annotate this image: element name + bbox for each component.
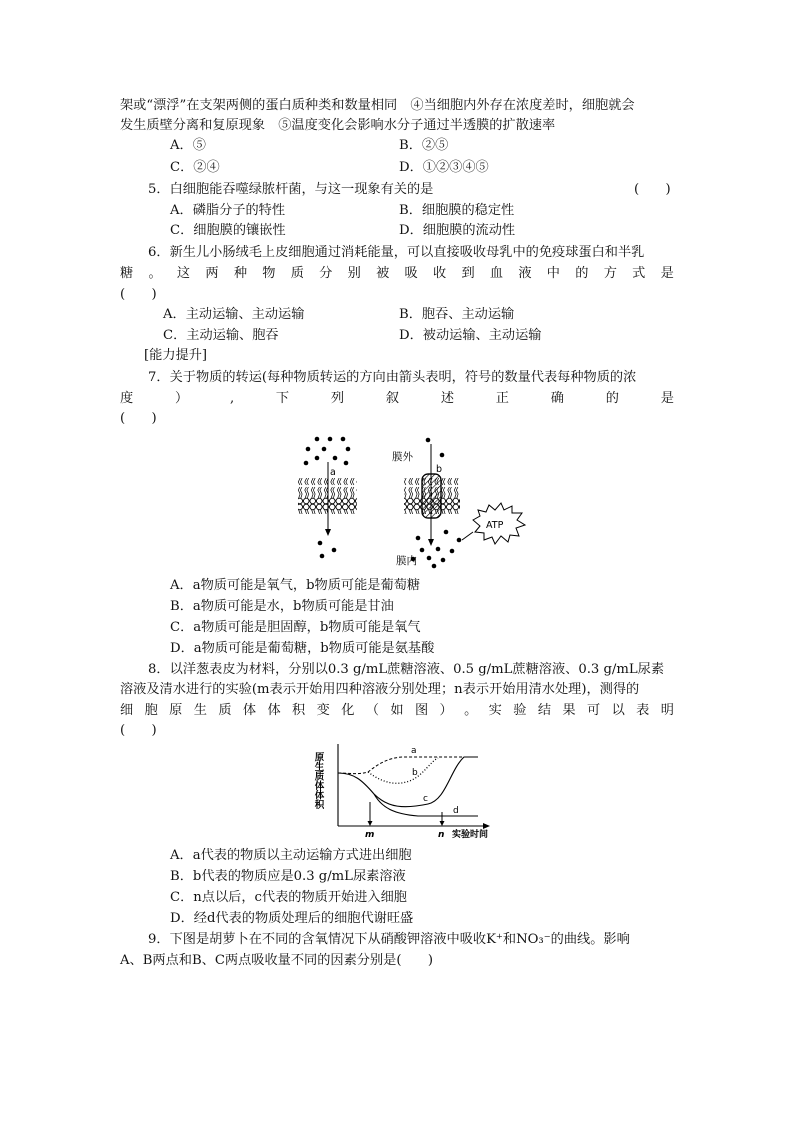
q7-line-2: 度 ） , 下 列 叙 述 正 确 的 是 xyxy=(120,391,674,406)
right-membrane-dots-bottom xyxy=(411,530,462,569)
curve-b xyxy=(368,758,438,783)
atp-starburst xyxy=(473,503,525,544)
q6-option-c: C．主动运输、胞吞 xyxy=(163,328,279,343)
q6-option-d: D．被动运输、主动运输 xyxy=(399,328,542,343)
arrow-a-head xyxy=(325,529,331,536)
left-membrane-dots-bottom xyxy=(318,541,337,559)
q8-option-a: A．a代表的物质以主动运输方式进出细胞 xyxy=(170,848,412,863)
q5-option-b: B．细胞膜的稳定性 xyxy=(399,203,515,218)
intro-option-c: C．②④ xyxy=(170,160,220,175)
q9-line-1: 9．下图是胡萝卜在不同的含氧情况下从硝酸钾溶液中吸收K⁺和NO₃⁻的曲线。影响 xyxy=(148,932,630,947)
intro-option-b: B．②⑤ xyxy=(399,138,449,153)
curve-c-label: c xyxy=(423,794,428,804)
section-heading: [能力提升] xyxy=(144,348,208,363)
q7-option-d: D．a物质可能是葡萄糖，b物质可能是氨基酸 xyxy=(170,641,435,656)
y-axis-label xyxy=(313,751,325,810)
q7-paren: ( ) xyxy=(120,411,157,426)
curve-b-label: b xyxy=(412,768,418,778)
q6-line-2: 糖 。 这 两 种 物 质 分 别 被 吸 收 到 血 液 中 的 方 式 是 xyxy=(120,266,674,281)
x-axis-label: 实验时间 xyxy=(452,830,489,840)
n-label: n xyxy=(438,830,445,840)
q6-line-1: 6．新生儿小肠绒毛上皮细胞通过消耗能量，可以直接吸收母乳中的免疫球蛋白和半乳 xyxy=(148,245,645,260)
q8-line-3: 细 胞 原 生 质 体 体 积 变 化 （ 如 图 ） 。 实 验 结 果 可 以 表 明 xyxy=(120,703,674,718)
atp-label: ATP xyxy=(486,520,504,531)
curve-d-label: d xyxy=(453,806,459,816)
q6-option-b: B．胞吞、主动运输 xyxy=(399,307,515,322)
q7-line-1: 7．关于物质的转运(每种物质转运的方向由箭头表明，符号的数量代表每种物质的浓 xyxy=(148,370,637,385)
curve-a-label: a xyxy=(411,746,417,756)
x-axis-arrow xyxy=(483,823,490,829)
right-membrane-dots-top xyxy=(426,438,445,458)
q8-option-d: D．经d代表的物质处理后的细胞代谢旺盛 xyxy=(170,911,414,926)
membrane-transport-figure xyxy=(290,432,540,574)
q5-option-d: D．细胞膜的流动性 xyxy=(399,223,516,238)
q7-option-c: C．a物质可能是胆固醇，b物质可能是氧气 xyxy=(170,620,421,635)
q8-option-c: C．n点以后，c代表的物质开始进入细胞 xyxy=(170,890,407,905)
label-b: b xyxy=(436,464,443,475)
intro-line-2: 发生质壁分离和复原现象 ⑤温度变化会影响水分子通过半透膜的扩散速率 xyxy=(120,118,556,133)
label-a: a xyxy=(330,467,336,478)
q5-paren: ( ) xyxy=(634,182,671,197)
svg-text:原生质体体积: 原生质体体积 xyxy=(312,752,324,809)
q5-option-a: A．磷脂分子的特性 xyxy=(170,203,286,218)
arrow-b-head xyxy=(428,539,434,546)
m-label: m xyxy=(365,830,375,840)
q8-line-2: 溶液及清水进行的实验(m表示开始用四种溶液分别处理；n表示开始用清水处理)，测得的 xyxy=(120,682,640,697)
q8-option-b: B．b代表的物质应是0.3 g/mL尿素溶液 xyxy=(170,869,406,884)
label-inside: 膜内 xyxy=(396,555,417,567)
q5-stem: 5．白细胞能吞噬绿脓杆菌，与这一现象有关的是 xyxy=(148,182,434,197)
intro-line-1: 架或“漂浮”在支架两侧的蛋白质种类和数量相同 ④当细胞内外存在浓度差时，细胞就会 xyxy=(120,98,635,113)
label-outside: 膜外 xyxy=(392,451,413,463)
q7-option-a: A．a物质可能是氧气，b物质可能是葡萄糖 xyxy=(170,578,421,593)
q6-paren: ( ) xyxy=(120,287,157,302)
atp-link xyxy=(462,532,473,540)
left-membrane-dots-top xyxy=(304,437,351,466)
q7-option-b: B．a物质可能是水，b物质可能是甘油 xyxy=(170,599,394,614)
q6-option-a: A．主动运输、主动运输 xyxy=(163,307,305,322)
q5-option-c: C．细胞膜的镶嵌性 xyxy=(170,223,286,238)
intro-option-d: D．①②③④⑤ xyxy=(399,160,489,175)
q8-paren: ( ) xyxy=(120,723,157,738)
q8-line-1: 8．以洋葱表皮为材料，分别以0.3 g/mL蔗糖溶液、0.5 g/mL蔗糖溶液、0.3 g/mL尿素 xyxy=(148,662,665,677)
intro-option-a: A．⑤ xyxy=(170,138,206,153)
q9-line-2: A、B两点和B、C两点吸收量不同的因素分别是( ) xyxy=(120,953,434,968)
protoplast-volume-figure xyxy=(312,740,508,842)
